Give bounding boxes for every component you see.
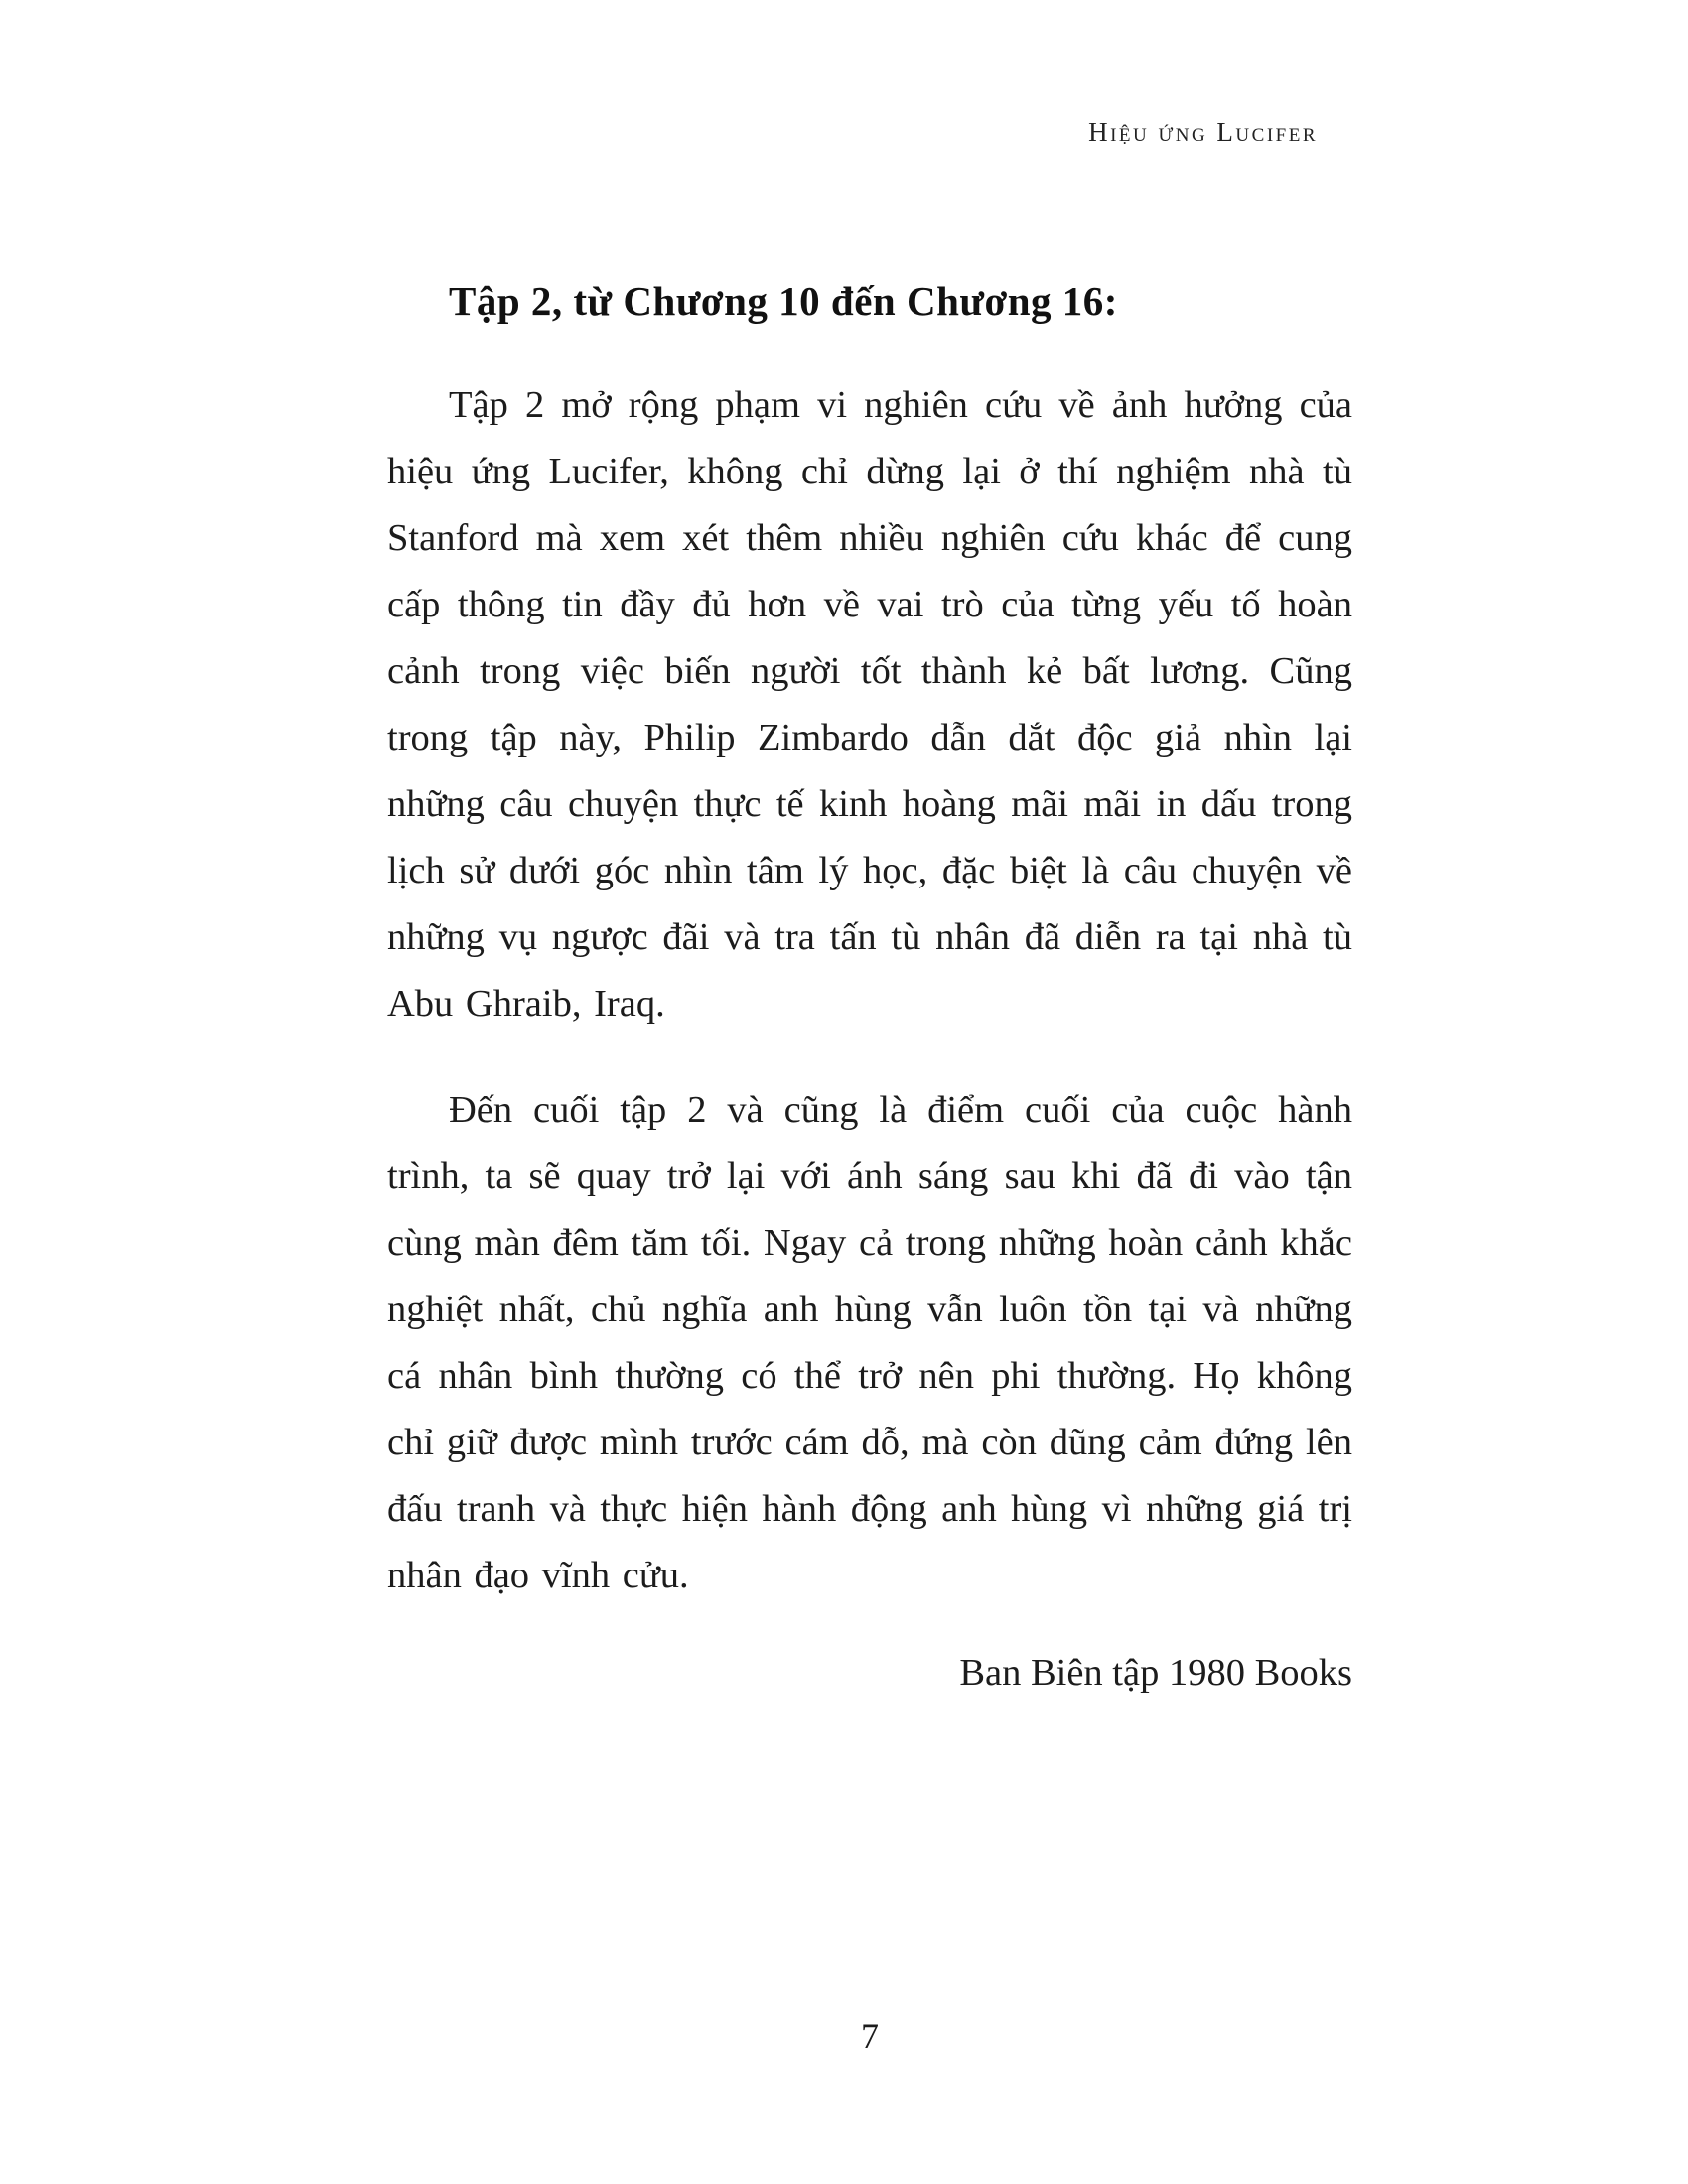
body-paragraph: Đến cuối tập 2 và cũng là điểm cuối của cuộc hành trình, ta sẽ quay trở lại với ánh sáng sau khi đã đi vào tận cùng màn đêm tăm tối. Ngay cả trong những hoàn cảnh khắc nghiệt nhất, chủ nghĩa anh hùng vẫn luôn tồn tại và những cá nhân bình thường có thể trở nên phi thường. Họ không chỉ giữ được mình trước cám dỗ, mà còn dũng cảm đứng lên đấu tranh và thực hiện hành động anh hùng vì những giá trị nhân đạo vĩnh cửu. — [387, 1089, 1352, 1596]
section-heading: Tập 2, từ Chương 10 đến Chương 16: — [449, 278, 1118, 324]
attribution: Ban Biên tập 1980 Books — [959, 1652, 1352, 1694]
running-header: Hiệu ứng Lucifer — [1088, 117, 1318, 147]
page-number: 7 — [861, 2016, 879, 2056]
content-column — [387, 0, 1352, 1695]
body-paragraph: Tập 2 mở rộng phạm vi nghiên cứu về ảnh hưởng của hiệu ứng Lucifer, không chỉ dừng lại ở thí nghiệm nhà tù Stanford mà xem xét thêm nhiều nghiên cứu khác để cung cấp thông tin đầy đủ hơn về vai trò của từng yếu tố hoàn cảnh trong việc biến người tốt thành kẻ bất lương. Cũng trong tập này, Philip Zimbardo dẫn dắt độc giả nhìn lại những câu chuyện thực tế kinh hoàng mãi mãi in dấu trong lịch sử dưới góc nhìn tâm lý học, đặc biệt là câu chuyện về những vụ ngược đãi và tra tấn tù nhân đã diễn ra tại nhà tù Abu Ghraib, Iraq. — [387, 384, 1352, 1024]
